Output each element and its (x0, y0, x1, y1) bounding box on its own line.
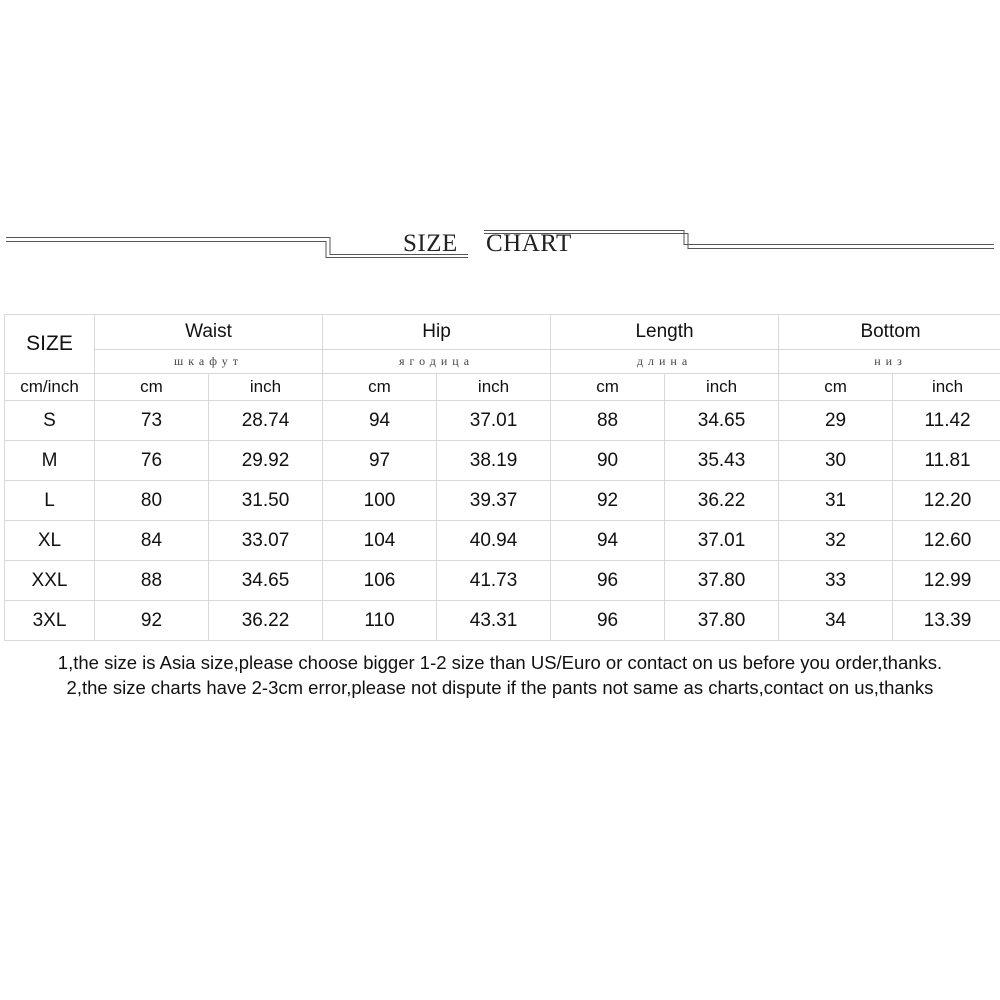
value-cell-length-cm: 96 (551, 601, 665, 641)
value-cell-bottom-cm: 33 (779, 561, 893, 601)
value-cell-waist-cm: 76 (95, 441, 209, 481)
value-cell-length-cm: 94 (551, 521, 665, 561)
value-cell-length-inch: 34.65 (665, 401, 779, 441)
table-row (5, 521, 1000, 561)
value-cell-length-inch: 37.80 (665, 601, 779, 641)
value-cell-bottom-inch: 12.20 (893, 481, 1000, 521)
size-chart-banner (0, 222, 1000, 262)
value-cell-hip-cm: 100 (323, 481, 437, 521)
value-cell-waist-inch: 34.65 (209, 561, 323, 601)
value-cell-length-inch: 37.01 (665, 521, 779, 561)
group-sub-waist: шкафут (95, 350, 323, 374)
unit-length-inch: inch (665, 374, 779, 401)
unit-bottom-inch: inch (893, 374, 1000, 401)
value-cell-bottom-inch: 12.99 (893, 561, 1000, 601)
size-cell: L (5, 481, 95, 521)
table-row (5, 401, 1000, 441)
size-header: SIZE (5, 315, 95, 374)
group-header-bottom: Bottom (779, 315, 1000, 350)
table-row (5, 481, 1000, 521)
unit-label: cm/inch (5, 374, 95, 401)
value-cell-waist-inch: 29.92 (209, 441, 323, 481)
title-chart: CHART (486, 230, 572, 257)
group-sub-bottom: низ (779, 350, 1000, 374)
unit-length-cm: cm (551, 374, 665, 401)
value-cell-length-cm: 90 (551, 441, 665, 481)
table-row (5, 441, 1000, 481)
size-cell: XL (5, 521, 95, 561)
value-cell-waist-inch: 36.22 (209, 601, 323, 641)
note-2: 2,the size charts have 2-3cm error,please not dispute if the pants not same as charts,contact on us,thanks (66, 677, 934, 698)
value-cell-waist-cm: 80 (95, 481, 209, 521)
value-cell-length-inch: 35.43 (665, 441, 779, 481)
value-cell-hip-inch: 41.73 (437, 561, 551, 601)
value-cell-length-inch: 37.80 (665, 561, 779, 601)
unit-bottom-cm: cm (779, 374, 893, 401)
group-sub-hip: ягодица (323, 350, 551, 374)
value-cell-hip-cm: 106 (323, 561, 437, 601)
value-cell-hip-inch: 43.31 (437, 601, 551, 641)
value-cell-hip-cm: 97 (323, 441, 437, 481)
unit-waist-inch: inch (209, 374, 323, 401)
value-cell-bottom-cm: 31 (779, 481, 893, 521)
value-cell-bottom-inch: 11.42 (893, 401, 1000, 441)
unit-hip-inch: inch (437, 374, 551, 401)
table-row (5, 561, 1000, 601)
value-cell-bottom-cm: 30 (779, 441, 893, 481)
notes (0, 650, 1000, 700)
value-cell-bottom-inch: 12.60 (893, 521, 1000, 561)
value-cell-hip-inch: 37.01 (437, 401, 551, 441)
value-cell-waist-cm: 92 (95, 601, 209, 641)
size-cell: S (5, 401, 95, 441)
size-cell: M (5, 441, 95, 481)
size-cell: XXL (5, 561, 95, 601)
unit-hip-cm: cm (323, 374, 437, 401)
value-cell-waist-inch: 28.74 (209, 401, 323, 441)
value-cell-waist-cm: 84 (95, 521, 209, 561)
size-table (4, 314, 1000, 641)
value-cell-hip-cm: 94 (323, 401, 437, 441)
value-cell-bottom-inch: 13.39 (893, 601, 1000, 641)
table-body (5, 401, 1000, 641)
unit-waist-cm: cm (95, 374, 209, 401)
value-cell-waist-cm: 88 (95, 561, 209, 601)
value-cell-hip-inch: 39.37 (437, 481, 551, 521)
note-1: 1,the size is Asia size,please choose bigger 1-2 size than US/Euro or contact on us before you order,thanks. (57, 652, 943, 673)
size-cell: 3XL (5, 601, 95, 641)
value-cell-hip-cm: 104 (323, 521, 437, 561)
value-cell-hip-inch: 38.19 (437, 441, 551, 481)
value-cell-bottom-cm: 34 (779, 601, 893, 641)
value-cell-hip-cm: 110 (323, 601, 437, 641)
value-cell-length-cm: 92 (551, 481, 665, 521)
value-cell-hip-inch: 40.94 (437, 521, 551, 561)
value-cell-bottom-cm: 32 (779, 521, 893, 561)
value-cell-length-cm: 96 (551, 561, 665, 601)
group-header-hip: Hip (323, 315, 551, 350)
table-row (5, 601, 1000, 641)
group-sub-length: длина (551, 350, 779, 374)
value-cell-waist-cm: 73 (95, 401, 209, 441)
value-cell-length-cm: 88 (551, 401, 665, 441)
value-cell-waist-inch: 31.50 (209, 481, 323, 521)
value-cell-length-inch: 36.22 (665, 481, 779, 521)
group-header-length: Length (551, 315, 779, 350)
title-size: SIZE (403, 230, 458, 257)
value-cell-waist-inch: 33.07 (209, 521, 323, 561)
value-cell-bottom-cm: 29 (779, 401, 893, 441)
value-cell-bottom-inch: 11.81 (893, 441, 1000, 481)
group-header-waist: Waist (95, 315, 323, 350)
